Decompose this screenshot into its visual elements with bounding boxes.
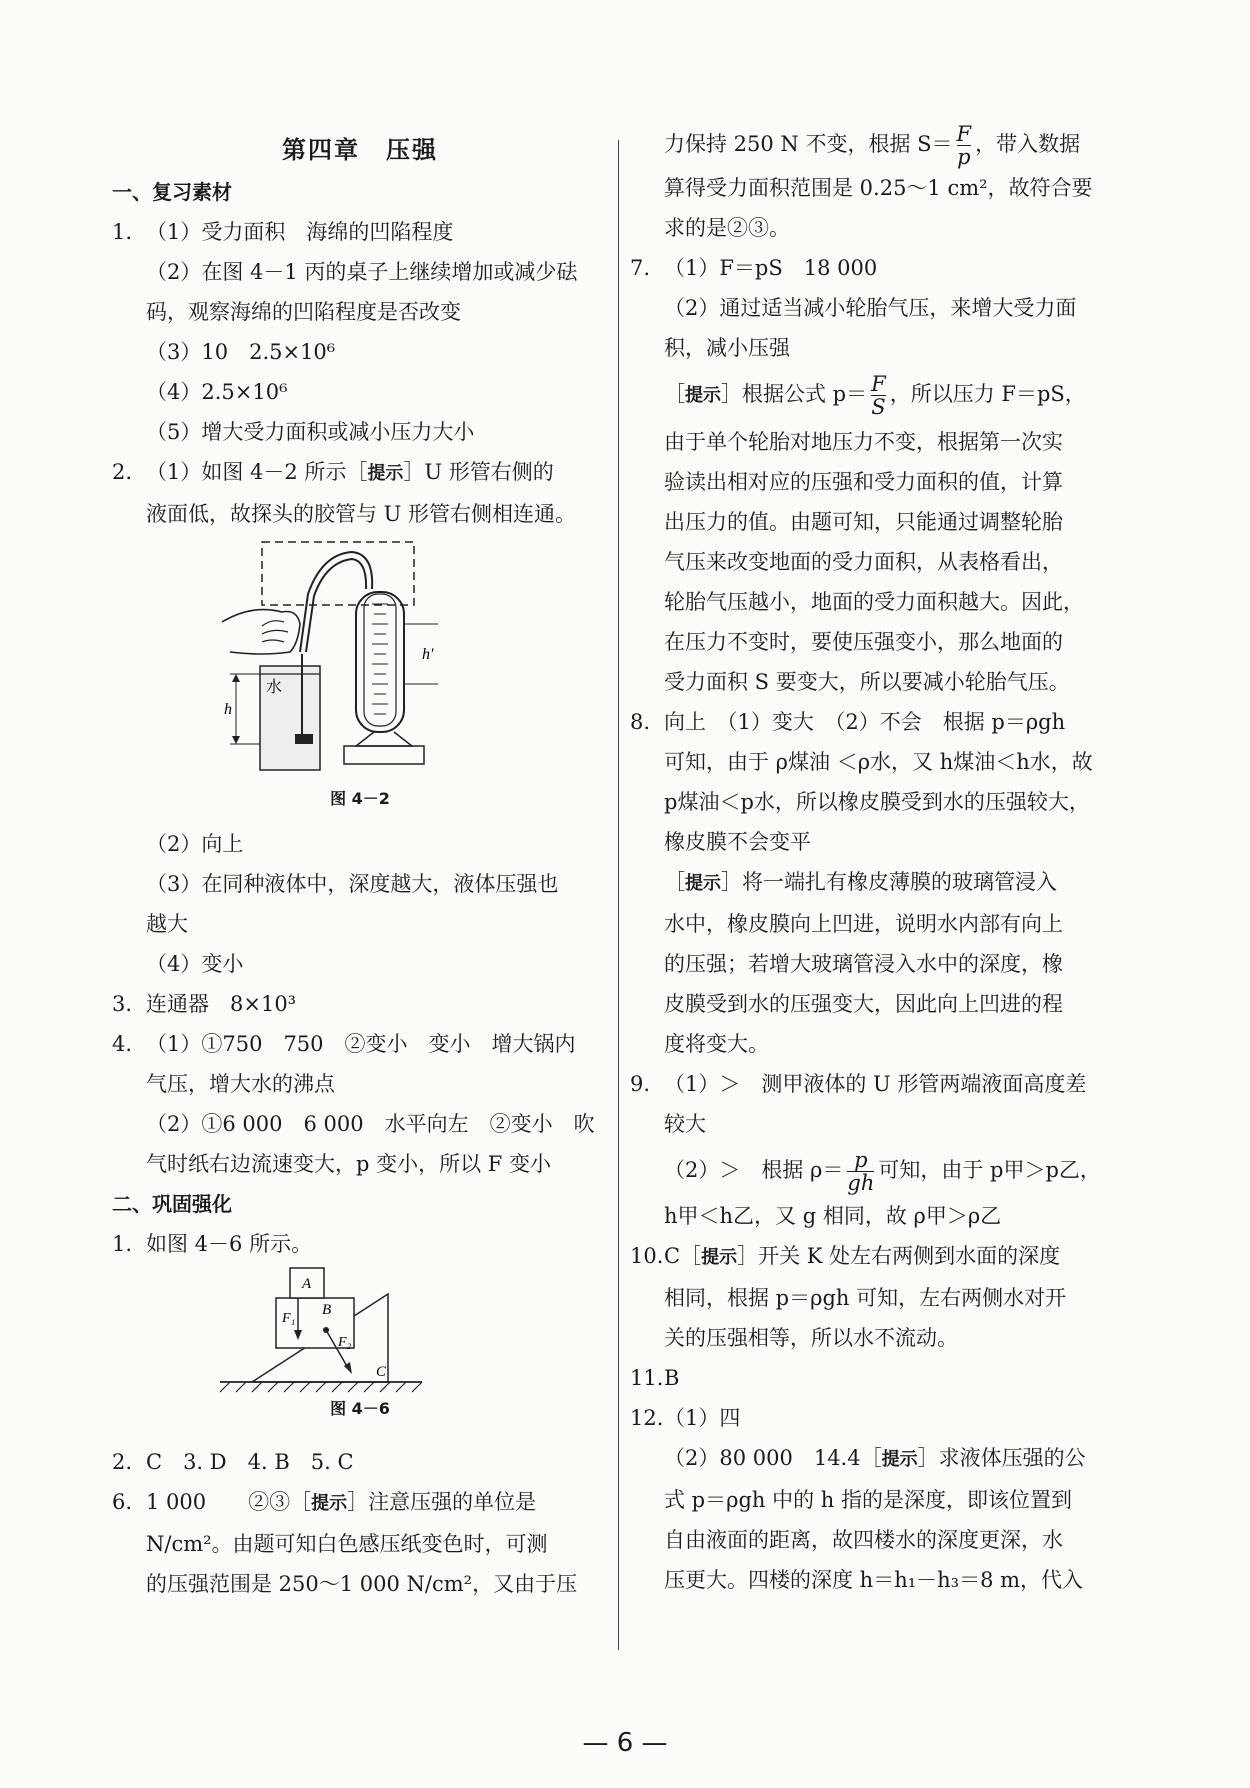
answer-7: 7. （1）F＝pS 18 000 （2）通过适当减小轮胎气压，来增大受力面 积，减小压强 ［提示］根据公式 p＝ $\frac{F}{S}$ ，所以压力 F＝pS， 由于单个轮胎对地压力不变，根据第一次实 验读出相对应的压强和受力面积的值，计算 出压力的值。由题可知，只能通过调整轮胎 气压来改变地面的受力面积，从表格看出， 轮胎气压越小，地面的受力面积越大。因此， 在压力不变时，要使压强变小，那么地面的 受力面积 S 要变大，所以要减小轮胎气压。 <box>630 256 1086 694</box>
label-A: A <box>302 1276 312 1292</box>
figure-4-6 <box>112 1264 608 1442</box>
hint-label: 提示 <box>701 1247 738 1268</box>
page-number: — 6 — <box>582 1728 668 1758</box>
section-heading-review: 一、复习素材 <box>112 180 232 204</box>
label-h: h <box>224 701 232 718</box>
answer-1: 1. （1）受力面积 海绵的凹陷程度 （2）在图 4－1 丙的桌子上继续增加或减少砝 码，观察海绵的凹陷程度是否改变 （3）10 2.5×10⁶ （4）2.5×10⁶ （5）增大受力面积或减小压力大小 <box>112 220 578 444</box>
answer-8: 8. 向上 （1）变大 （2）不会 根据 p＝ρgh 可知，由于 ρ煤油 ＜ρ水，又 h煤油＜h水，故 p煤油＜p水，所以橡皮膜受到水的压强较大， 橡皮膜不会变平 ［提示］将一端扎有橡皮薄膜的玻璃管浸入 水中，橡皮膜向上凹进，说明水内部有向上 的压强；若增大玻璃管浸入水中的深度，橡 皮膜受到水的压强变大，因此向上凹进的程 度将变大。 <box>630 710 1093 1056</box>
hint-label: 提示 <box>311 1493 348 1514</box>
answer-11: 11. B <box>630 1366 680 1390</box>
hint-label: 提示 <box>685 385 721 406</box>
label-water: 水 <box>266 679 283 696</box>
hint-label: 提示 <box>685 873 721 894</box>
label-C: C <box>376 1364 387 1380</box>
label-h-prime: h′ <box>422 646 434 663</box>
right-column: 力保持 250 N 不变，根据 S＝ $\frac{F}{p}$ ，带入数据 算得受力面积范围是 0.25～1 cm²，故符合要 求的是②③。 7. （1）F＝pS 18 000 （2）通过适当减小轮胎气压，来增大受力面 积，减小压强 ［提示］根据公式 p＝ $\frac{F}{S}$ ，所以压力 F＝pS， 由于单个轮胎对地压力不变，根据第一次实 验读出相对应的压强和受力面积的值，计算 出压力的值。由题可知，只能通过调整轮胎 气压来改变地面的受力面积，从表格看出， 轮胎气压越小，地面的受力面积越大。因此， 在压力不变时，要使压强变小，那么地面的 受力面积 S 要变大，所以要减小轮胎气压。 8. 向上 （1）变大 （2）不会 根据 p＝ρgh 可知，由于 ρ煤油 ＜ρ水，又 h煤油＜h水，故 p煤油＜p水，所以橡皮膜受到水的压强较大， 橡皮膜不会变平 ［提示］将一端扎有橡皮薄膜的玻璃管浸入 水中，橡皮膜向上凹进，说明水内部有向上 的压强；若增大玻璃管浸入水中的深度，橡 皮膜受到水的压强变大，因此向上凹进的程 度将变大。 9. （1）＞ 测甲液体的 U 形管两端液面高度差 较大 （2）＞ 根据 ρ＝ $\frac{p}{gh}$ 可知，由于 p甲＞p乙， h甲＜h乙，又 g 相同，故 ρ甲＞ρ乙 10. C［提示］开关 K 处左右两侧到水面的深度 相同，根据 p＝ρgh 可知，左右两侧水对开 关的压强相等，所以水不流动。 11. B 12. （1）四 （2）80 000 14.4［提示］求液体压强的公 式 p＝ρgh 中的 h 指的是深度，即该位置到 自由液面的距离，故四楼水的深度更深，水 压更大。四楼的深度 h＝h₁－h₃＝8 m，代入 <box>630 120 1135 1600</box>
figure-4-6-caption: 图 4－6 <box>330 1399 390 1418</box>
chapter-title: 第四章 压强 <box>282 135 438 164</box>
answer-4: 4. （1）①750 750 ②变小 变小 增大锅内 气压，增大水的沸点 （2）①6 000 6 000 水平向左 ②变小 吹 气时纸右边流速变大，p 变小，所以 F 变小 <box>112 1032 595 1176</box>
answer-2: 2. （1）如图 4－2 所示［提示］U 形管右侧的 液面低，故探头的胶管与 U 形管右侧相连通。 <box>112 460 577 526</box>
answer-6: 6. 1 000 ②③［提示］注意压强的单位是 N/cm²。由题可知白色感压纸变色时，可测 的压强范围是 250～1 000 N/cm²，又由于压 <box>112 1490 578 1596</box>
fraction-F-over-S: $\frac{F}{S}$ <box>871 372 886 419</box>
fraction-p-over-gh: $\frac{p}{gh}$ <box>847 1148 875 1195</box>
answer-12: 12. （1）四 （2）80 000 14.4［提示］求液体压强的公 式 p＝ρgh 中的 h 指的是深度，即该位置到 自由液面的距离，故四楼水的深度更深，水 压更大。四楼的深度 h＝h₁－h₃＝8 m，代入 <box>630 1406 1086 1592</box>
figure-4-2-caption: 图 4－2 <box>330 789 390 808</box>
incline-diagram <box>112 1264 608 1414</box>
answer-10: 10. C［提示］开关 K 处左右两侧到水面的深度 相同，根据 p＝ρgh 可知，左右两侧水对开 关的压强相等，所以水不流动。 <box>630 1244 1067 1350</box>
label-F2: F₂ <box>338 1335 352 1350</box>
fraction-F-over-p: $\frac{F}{p}$ <box>956 122 972 169</box>
answer-3: 3. 连通器 8×10³ <box>112 992 297 1016</box>
figure-4-2 <box>112 534 608 824</box>
answer-2-1: 1. 如图 4－6 所示。 <box>112 1232 313 1256</box>
u-tube-diagram <box>112 534 608 796</box>
column-divider <box>618 140 619 1650</box>
hint-label: 提示 <box>367 463 404 484</box>
label-B: B <box>322 1302 332 1318</box>
left-column: 第四章 压强 一、复习素材 1. （1）受力面积 海绵的凹陷程度 （2）在图 4－1 丙的桌子上继续增加或减少砝 码，观察海绵的凹陷程度是否改变 （3）10 2.5×10⁶ （4）2.5×10⁶ （5）增大受力面积或减小压力大小 2. （1）如图 4－2 所示［提示］U 形管右侧的 液面低，故探头的胶管与 U 形管右侧相连通。 h 水 h′ 图 4－2 （2）向上 （3）在同种液体中，深度越大，液体压强也 越大 （4）变小 3. 连通器 8×10³ 4. （1）①750 750 ②变小 变小 增大锅内 气压，增大水的沸点 （2）①6 000 6 000 水平向左 ②变小 吹 气时纸右边流速变大，p 变小，所以 F 变小 二、巩固强化 1. 如图 4－6 所示。 A B C F₁ F₂ 图 4－6 2. C 3. D 4. B 5. C 6. 1 000 ②③［提示］注意压强的单位是 N/cm²。由题可知白色感压纸变色时，可测 的压强范围是 250～1 000 N/cm²，又由于压 <box>112 128 608 1604</box>
answer-2-2: 2. C 3. D 4. B 5. C <box>112 1450 354 1474</box>
label-F1: F₁ <box>282 1311 296 1326</box>
hint-label: 提示 <box>881 1449 918 1470</box>
section-heading-consolidate: 二、巩固强化 <box>112 1192 232 1216</box>
answer-9: 9. （1）＞ 测甲液体的 U 形管两端液面高度差 较大 （2）＞ 根据 ρ＝ $\frac{p}{gh}$ 可知，由于 p甲＞p乙， h甲＜h乙，又 g 相同，故 ρ甲＞ρ乙 <box>630 1072 1101 1228</box>
